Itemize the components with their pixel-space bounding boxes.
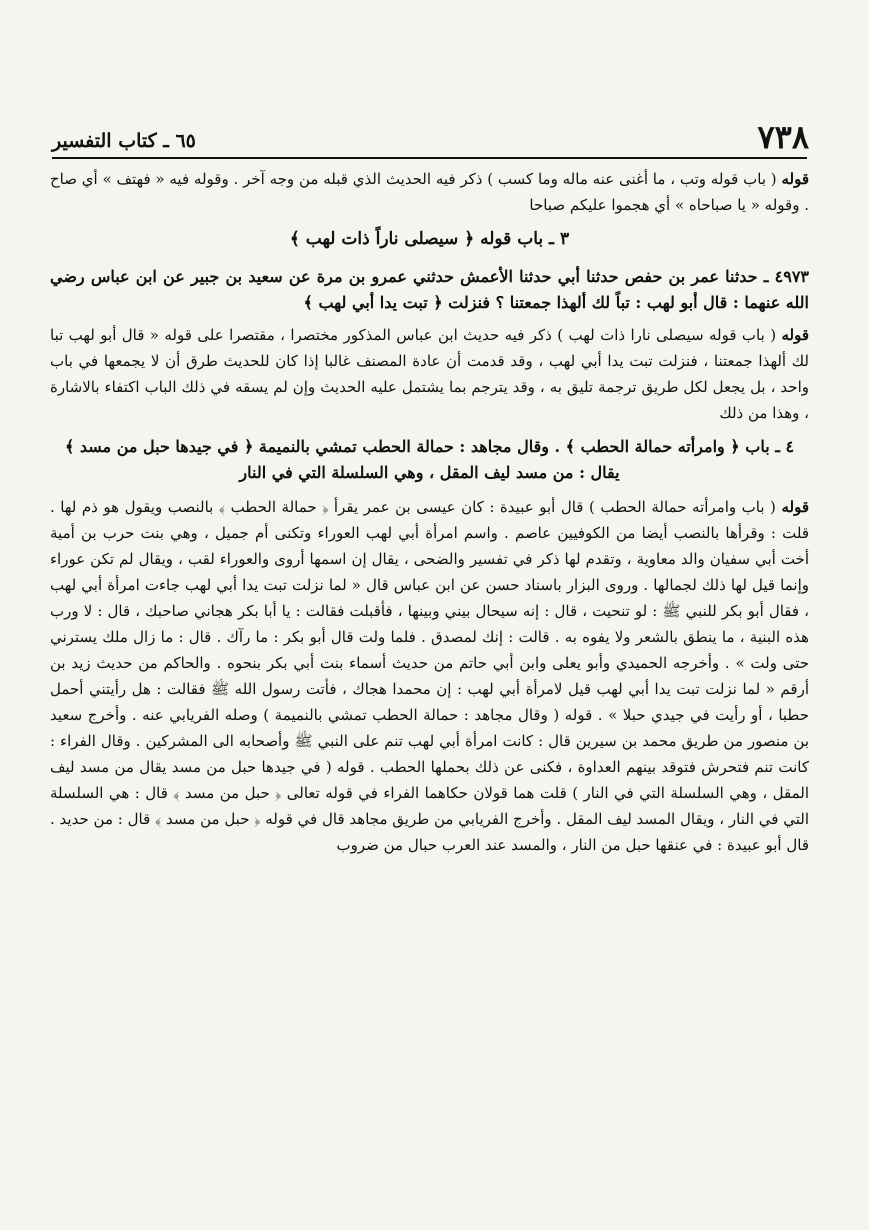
paragraph-lead: قوله bbox=[781, 326, 809, 344]
paragraph-text: ( باب قوله سيصلى نارا ذات لهب ) ذكر فيه حديث ابن عباس المذكور مختصرا ، مقتصرا على قوله « قال أبو لهب تبا لك ألهذا جمعتنا ، فنزلت تبت يدا أبي لهب ، وقد قدمت أن عادة المصنف غالبا إذا كان للحديث طرق أن لا يجمعها في باب واحد ، بل يجعل لكل طريق ترجمة تليق به ، وقد يترجم بما يشتمل عليه الحديث وإن لم يسقه في ذلك الباب اكتفاء بالاشارة ، وهذا من ذلك bbox=[50, 326, 809, 422]
page-body bbox=[50, 166, 809, 864]
hadith-text: ٤٩٧٣ ـ حدثنا عمر بن حفص حدثنا أبي حدثنا الأعمش حدثني عمرو بن مرة عن سعيد بن جبير عن ابن عباس رضي الله عنهما : قال أبو لهب : تباً لك ألهذا جمعتنا ؟ فنزلت ﴿ تبت يدا أبي لهب ﴾ bbox=[50, 267, 809, 312]
commentary-paragraph bbox=[50, 494, 809, 858]
running-title: ٦٥ ـ كتاب التفسير bbox=[52, 130, 196, 152]
commentary-paragraph bbox=[50, 322, 809, 426]
page-number: ٧٣٨ bbox=[757, 118, 809, 156]
paragraph-lead: قوله bbox=[781, 498, 809, 516]
header-rule bbox=[52, 157, 807, 159]
paragraph-text: ( باب قوله وتب ، ما أغنى عنه ماله وما كسب ) ذكر فيه الحديث الذي قبله من وجه آخر . وقوله فيه « فهتف » أي صاح . وقوله « يا صباحاه » أي هجموا عليكم صباحا bbox=[50, 170, 809, 214]
paragraph-lead: قوله bbox=[781, 170, 809, 188]
page-header bbox=[52, 112, 809, 156]
commentary-paragraph bbox=[50, 166, 809, 218]
chapter-heading: ٤ ـ باب ﴿ وامرأته حمالة الحطب ﴾ . وقال مجاهد : حمالة الحطب تمشي بالنميمة ﴿ في جيدها حبل من مسد ﴾ يقال : من مسد ليف المقل ، وهي السلسلة التي في النار bbox=[64, 437, 795, 482]
paragraph-text: ( باب وامرأته حمالة الحطب ) قال أبو عبيدة : كان عيسى بن عمر يقرأ ﴿ حمالة الحطب ﴾ بالنصب ويقول هو ذم لها . قلت : وقرأها بالنصب أيضا من الكوفيين عاصم . واسم امرأة أبي لهب العوراء وتكنى أم جميل ، وهي بنت حرب بن أمية أخت أبي سفيان والد معاوية ، وتقدم لها ذكر في تفسير والضحى ، يقال إن اسمها أروى والعوراء لقب ، ويقال لم تكن عوراء وإنما قيل لها ذلك لجمالها . وروى البزار باسناد حسن عن ابن عباس قال « لما نزلت تبت يدا أبي لهب جاءت امرأة أبي لهب ، فقال أبو بكر للنبي ﷺ : لو تنحيت ، قال : إنه سيحال بيني وبينها ، فأقبلت فقالت : يا أبا بكر هجاني صاحبك ، قال : لا ورب هذه البنية ، ما ينطق بالشعر ولا يفوه به . قالت : إنك لمصدق . فلما ولت قال أبو بكر : ما رآك . قال : ما زال ملك يسترني حتى ولت » . وأخرجه الحميدي وأبو يعلى وابن أبي حاتم من حديث أسماء بنت أبي بكر بنحوه . والحاكم من حديث زيد بن أرقم « لما نزلت تبت يدا أبي لهب قيل لامرأة أبي لهب : إن محمدا هجاك ، فأتت رسول الله ﷺ فقالت : هل رأيتني أحمل حطبا ، أو رأيت في جيدي حبلا » . قوله ( وقال مجاهد : حمالة الحطب تمشي بالنميمة ) وصله الفريابي عنه . وأخرج سعيد بن منصور من طريق محمد بن سيرين قال : كانت امرأة أبي لهب تنم على النبي ﷺ وأصحابه الى المشركين . وقال الفراء : كانت تنم فتحرش فتوقد بينهم العداوة ، فكنى عن ذلك بحملها الحطب . قوله ( في جيدها حبل من مسد يقال من مسد ليف المقل ، وهي السلسلة التي في النار ) قلت هما قولان حكاهما الفراء في قوله تعالى ﴿ حبل من مسد ﴾ قال : هي السلسلة التي في النار ، ويقال المسد ليف المقل . وأخرج الفريابي من طريق مجاهد قال في قوله ﴿ حبل من مسد ﴾ قال : من حديد . قال أبو عبيدة : في عنقها حبل من النار ، والمسد عند العرب حبال من ضروب bbox=[50, 498, 809, 854]
chapter-heading: ٣ ـ باب قوله ﴿ سيصلى ناراً ذات لهب ﴾ bbox=[289, 229, 570, 249]
